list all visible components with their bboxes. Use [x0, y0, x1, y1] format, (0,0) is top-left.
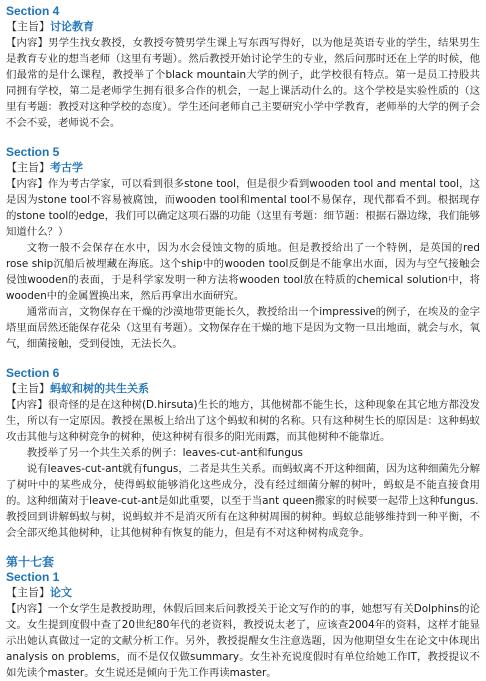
- topic-prefix: 【主旨】: [6, 382, 50, 395]
- section-heading: Section 6: [6, 366, 60, 380]
- topic-line: [6, 381, 480, 397]
- paragraph: 说有leaves-cut-ant就有fungus，二者是共生关系。而蚂蚁离不开这种细菌，因为这种细菌先分解了树叶中的某些成分，使得蚂蚁能够消化这些成分，没有经过细菌分解的树叶，蚂蚁是不能直接食用的。这种细菌对于leave-cut-ant是如此重要，以至于当ant queen搬家的时候要一起带上这种fungus.: [6, 463, 480, 507]
- paragraph: 【内容】男学生找女教授，女教授夸赞男学生课上写东西写得好，以为他是英语专业的学生，结果男生是教育专业的想当老师（这里有考题）。然后教授开始讨论学生的专业，然后问那时还在上学的时候，他们最常的是什么课程，教授举了个black mountain大学的例子，此学校很有特点。第一是员工持股共同拥有学校，第二是老师学生拥有很多合作的机会，一起上课活动什么的。这个学校是实验性质的（这里有考题：教授对这种学校的态度）。学生还问老师自己主要研究小学中学教育，老师举的大学的例子会不会不妥，老师说不会。: [6, 37, 480, 129]
- paragraph: 【内容】一个女学生是教授助理，休假后回来后问教授关于论文写作的的事，她想写有关Dolphins的论文。女生提到度假中查了20世纪80年代的老资料，教授说太老了，应该查2004年的资料，这样才能显示出她认真做过一定的文献分析工作。另外，教授提醒女生注意选题，因为他期望女生在论文中体现出analysis on problems，而不是仅仅做summary。女生补充说度假时有单位给她工作IT，教授提议不如先读个master。女生说还是倾向于先工作再读master。: [6, 603, 480, 679]
- section-heading: Section 4: [6, 4, 60, 18]
- set17-section-1: [6, 570, 480, 681]
- section-5: [6, 145, 480, 352]
- topic-text: 考古学: [50, 161, 83, 174]
- section-4: [6, 4, 480, 131]
- section-heading: Section 1: [6, 570, 60, 584]
- topic-text: 讨论教育: [50, 20, 94, 33]
- topic-line: [6, 19, 480, 35]
- topic-prefix: 【主旨】: [6, 20, 50, 33]
- topic-text: 蚂蚁和树的共生关系: [50, 382, 149, 395]
- topic-line: [6, 160, 480, 176]
- section-heading: Section 5: [6, 145, 60, 159]
- paragraph: 【内容】作为考古学家，可以看到很多stone tool，但是很少看到wooden tool and mental tool，这是因为stone tool不容易被腐蚀，而wooden tool和mental tool不易保存，现代都看不到。根据现存的stone tool的edge，我们可以确定这项石器的功能（这里有考题：细节题：根据石器边缘，我们能够知道什么？）: [6, 178, 480, 238]
- paragraph: 教授举了另一个共生关系的例子：leaves-cut-ant和fungus: [26, 447, 303, 459]
- topic-prefix: 【主旨】: [6, 161, 50, 174]
- paragraph: 教授回到讲解蚂蚁与树，说蚂蚁并不是消灭所有在这种树周围的树种。蚂蚁总能够维持到一种平衡，不会全部灭绝其他树种，让其他树种有恢复的能力，但是有不对这种树构成竞争。: [6, 511, 480, 539]
- paragraph: 【内容】很奇怪的是在这种树(D.hirsuta)生长的地方，其他树都不能生长，这种现象在其它地方都没发生，所以有一定原因。教授在黑板上给出了这个蚂蚁和树的名称。只有这种树生长的原因是：这种蚂蚁攻击其他与这种树竞争的树种，使这种树有很多的阳光雨露，而其他树种不能靠近。: [6, 399, 480, 443]
- section-6: [6, 366, 480, 541]
- set-heading: 第十七套: [6, 555, 55, 569]
- topic-prefix: 【主旨】: [6, 586, 50, 599]
- topic-text: 论文: [50, 586, 72, 599]
- topic-line: [6, 585, 480, 601]
- paragraph: 文物一般不会保存在水中，因为水会侵蚀文物的质地。但是教授给出了一个特例，是英国的red rose ship沉船后被埋藏在海底。这个ship中的wooden tool反倒是不能拿出水面，因为与空气接触会侵蚀wooden的表面，于是科学家发明一种方法将wooden tool放在特质的chemical solution中，将wooden中的金属置换出来，然后再拿出水面研究。: [6, 242, 480, 302]
- paragraph: 通常而言，文物保存在干燥的沙漠地带更能长久，教授给出一个impressive的例子，在埃及的金字塔里面居然还能保存花朵（这里有考题）。文物保存在干燥的地下是因为文物一旦出地面，就会与水，氧气，细菌接触，受到侵蚀，无法长久。: [6, 306, 480, 350]
